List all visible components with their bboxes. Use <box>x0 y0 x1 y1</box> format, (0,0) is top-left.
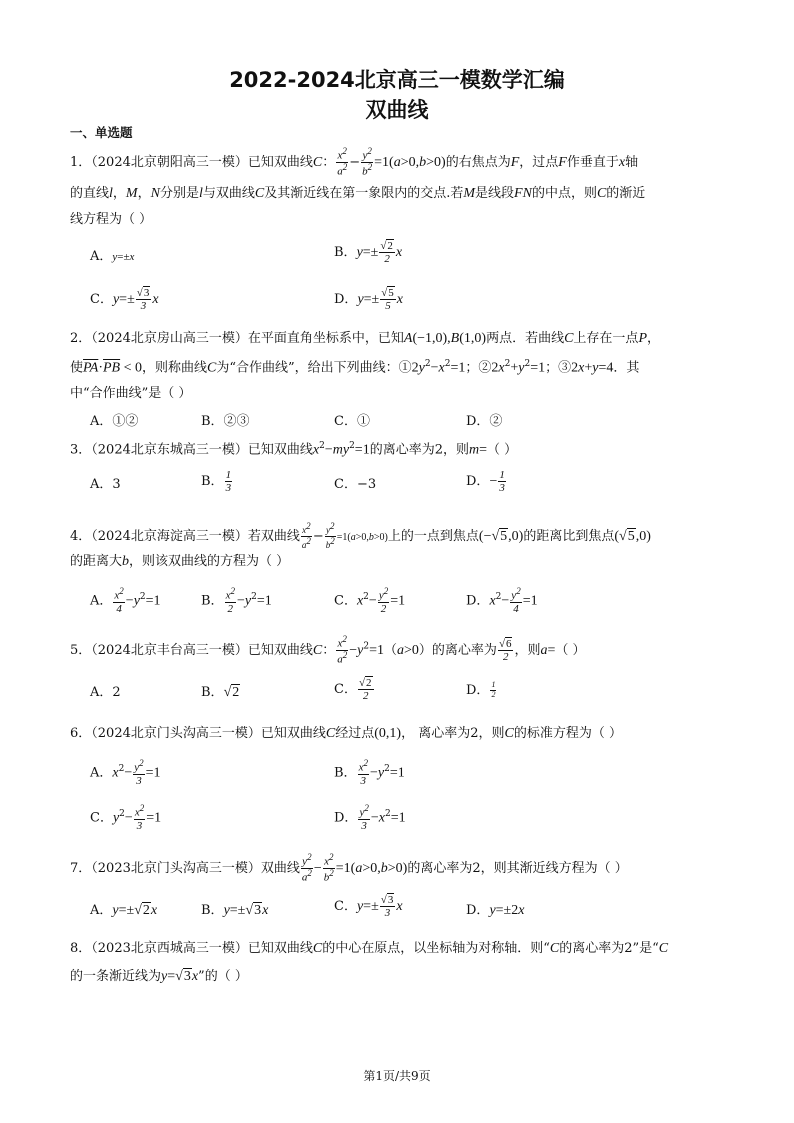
question-2-line-2: 使$\overline{PA}\cdot\overline{PB} < 0$，则称曲线C为“合作曲线”，给出下列曲线：$①2y^2-x^2=1$；$②2x^2+y^2=1$；③2x+y=4．其 <box>70 359 640 376</box>
question-6-line-1: 6．（2024北京门头沟高三一模）已知双曲线C经过点(0,1)， 离心率为2，则C的标准方程为（ ） <box>70 726 622 741</box>
question-8-line-2: 的一条渐近线为y=√3x”的（ ） <box>70 969 248 984</box>
question-6-option-c[interactable]: C．$y^2-$ $\frac{x^2}{3}$ =1 <box>90 803 162 832</box>
page-footer: 第1页/共9页 <box>363 1069 431 1083</box>
question-7-option-b[interactable]: B．y=±√3x <box>201 903 269 918</box>
question-3-option-b[interactable]: B． $\frac{1}{3}$ <box>201 469 232 495</box>
question-3-option-a[interactable]: A．3 <box>90 477 121 492</box>
document-title: 2022-2024北京高三一模数学汇编 <box>229 68 565 92</box>
question-1-option-c[interactable]: C．y=± $\frac{√3}{3}$ x <box>90 287 159 313</box>
question-7-line-1: 7．（2023北京门头沟高三一模）双曲线 $\frac{y^2}{a^2}$ − $\frac{x^2}{b^2}$ =1(a>0,b>0)的离心率为2，则其渐近线方程为（ ） <box>70 852 628 884</box>
question-4-line-2: 的距离大b，则该双曲线的方程为（ ） <box>70 554 290 569</box>
section-heading: 一、单选题 <box>70 125 133 140</box>
question-3-option-c[interactable]: C．−3 <box>334 477 377 492</box>
question-3-line-1: 3．（2024北京东城高三一模）已知双曲线$x^2-my^2=1$的离心率为2，则m=（ ） <box>70 441 518 458</box>
question-1-line-2: 的直线l，M，N分别是l与双曲线C及其渐近线在第一象限内的交点.若M是线段FN的中点，则C的渐近 <box>70 186 646 201</box>
question-5-option-d[interactable]: D． $\frac{1}{2}$ <box>466 680 496 699</box>
question-2-option-b[interactable]: B．②③ <box>201 414 250 429</box>
question-2-line-1: 2．（2024北京房山高三一模）在平面直角坐标系中，已知A(−1,0),B(1,0)两点．若曲线C上存在一点P， <box>70 331 661 346</box>
question-5-line-1: 5．（2024北京丰台高三一模）已知双曲线C： $\frac{x^2}{a^2}$ $-y^2=1(a>0)$的离心率为 $\frac{√6}{2}$ ，则a=（ ） <box>70 634 586 666</box>
question-4-option-d[interactable]: D．$x^2-$ $\frac{y^2}{4}$ =1 <box>466 586 538 615</box>
question-7-option-d[interactable]: D．y=±2x <box>466 903 525 918</box>
question-4-line-1: 4．（2024北京海淀高三一模）若双曲线 $\frac{x^2}{a^2}$ − $\frac{y^2}{b^2}$ =1(a>0,b>0)上的一点到焦点(−√5,0)的距离比到焦点(√5,0) <box>70 521 651 550</box>
question-3-option-d[interactable]: D．− $\frac{1}{3}$ <box>466 469 505 495</box>
question-8-line-1: 8．（2023北京西城高三一模）已知双曲线C的中心在原点，以坐标轴为对称轴．则“C的离心率为2”是“C <box>70 941 669 956</box>
question-4-option-b[interactable]: B． $\frac{x^2}{2}$ $-y^2=1$ <box>201 586 272 615</box>
question-5-option-b[interactable]: B．√2 <box>201 685 240 700</box>
question-1-line-1: 1．（2024北京朝阳高三一模）已知双曲线C： $\frac{x^2}{a^2}$ − $\frac{y^2}{b^2}$ =1(a>0,b>0)的右焦点为F，过点F作垂直于x轴 <box>70 146 639 178</box>
question-6-option-a[interactable]: A．$x^2-$ $\frac{y^2}{3}$ =1 <box>90 758 161 787</box>
question-7-option-a[interactable]: A．y=±√2x <box>90 903 158 918</box>
question-4-option-c[interactable]: C．$x^2-$ $\frac{y^2}{2}$ =1 <box>334 586 406 615</box>
question-1-option-d[interactable]: D．y=± $\frac{√5}{5}$ x <box>334 287 404 313</box>
question-2-line-3: 中“合作曲线”是（ ） <box>70 386 192 401</box>
question-4-option-a[interactable]: A． $\frac{x^2}{4}$ $-y^2=1$ <box>90 586 161 615</box>
question-1-option-b[interactable]: B．y=± $\frac{√2}{2}$ x <box>334 240 403 266</box>
document-subtitle: 双曲线 <box>365 98 429 122</box>
question-1-line-3: 线方程为（ ） <box>70 212 153 227</box>
question-2-option-a[interactable]: A．①② <box>90 414 139 429</box>
question-2-option-c[interactable]: C．① <box>334 414 370 429</box>
question-2-option-d[interactable]: D．② <box>466 414 503 429</box>
question-6-option-d[interactable]: D． $\frac{y^2}{3}$ $-x^2=1$ <box>334 803 406 832</box>
question-6-option-b[interactable]: B． $\frac{x^2}{3}$ $-y^2=1$ <box>334 758 405 787</box>
question-7-option-c[interactable]: C．y=± $\frac{√3}{3}$ x <box>334 894 403 920</box>
question-5-option-a[interactable]: A．2 <box>90 685 121 700</box>
question-1-option-a[interactable]: A．y=±x <box>90 249 135 264</box>
question-5-option-c[interactable]: C． $\frac{√2}{2}$ <box>334 677 372 703</box>
